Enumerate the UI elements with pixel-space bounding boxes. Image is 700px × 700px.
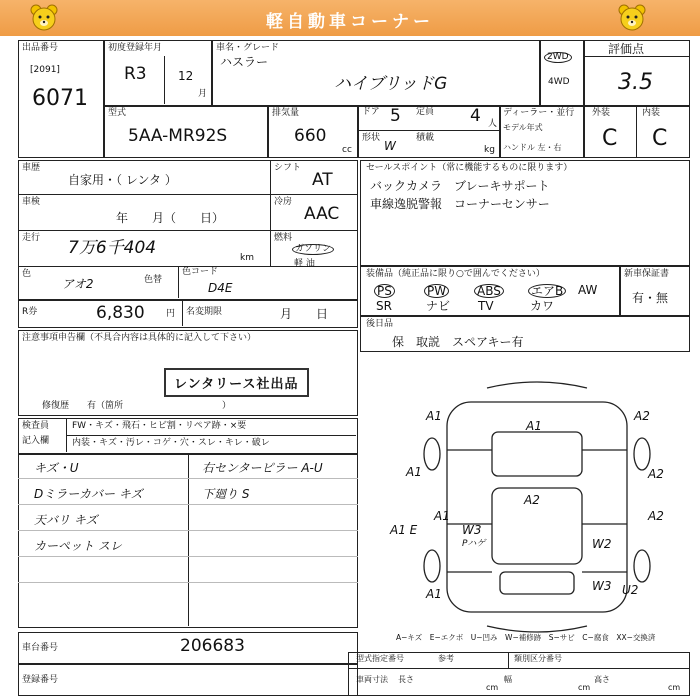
damage-legend: A−キズ E−エクボ U−凹み W−補修跡 S−サビ C−腐食 XX−交換済 — [396, 633, 656, 642]
name-change-value: 月 日 — [280, 307, 329, 321]
model-value: 5AA-MR92S — [128, 126, 228, 146]
reg-year: R3 — [124, 64, 147, 84]
notes-label: 注意事項申告欄（不具合内容は具体的に記入して下さい） — [22, 333, 257, 343]
mark-a1-rear: A1 — [426, 587, 442, 601]
bear-mascot-icon — [616, 2, 648, 34]
reg-month-unit: 月 — [198, 89, 208, 99]
mark-p-hage: Pハゲ — [462, 539, 486, 549]
warranty-value: 有・無 — [632, 291, 669, 305]
mark-a1-hood: A1 — [526, 419, 542, 433]
name-label: 車名・グレード — [216, 43, 280, 53]
door-value: 5 — [390, 106, 401, 126]
width-unit: cm — [578, 683, 591, 692]
equip-navi: ナビ — [426, 299, 451, 313]
width-label: 幅 — [504, 675, 512, 684]
load-label: 積載 — [416, 133, 435, 143]
inspector-row2: 内装・キズ・汚レ・コゲ・穴・スレ・キレ・破レ — [72, 438, 270, 448]
height-unit: cm — [668, 683, 681, 692]
cap-label: 定員 — [416, 107, 435, 117]
length-unit: cm — [486, 683, 499, 692]
car-grade: ハイブリッドG — [334, 74, 448, 94]
lot-sub: [2091] — [30, 65, 60, 75]
sales-point-1: バックカメラ ブレーキサポート — [370, 179, 550, 193]
lot-number: 6071 — [32, 86, 88, 111]
car-name: ハスラー — [220, 55, 269, 69]
size-label: 車両寸法 — [356, 675, 388, 684]
ext-grade: C — [602, 126, 618, 151]
door-label: ドア — [362, 107, 380, 117]
mark-w3-rear: W3 — [592, 579, 612, 593]
inspector-note-6: 下廻り S — [202, 487, 250, 501]
mileage-unit: km — [240, 253, 254, 263]
lot-label: 出品番号 — [22, 43, 59, 53]
rental-stamp: レンタリース社出品 — [164, 368, 309, 397]
equip-abs: ABS — [474, 284, 504, 298]
shift-label: シフト — [274, 163, 302, 173]
mark-w2: W2 — [592, 537, 612, 551]
mark-a1-fl: A1 — [426, 409, 442, 423]
fuel-label: 燃料 — [274, 233, 293, 243]
chassis-label: 車台番号 — [22, 643, 59, 653]
length-label: 長さ — [398, 675, 414, 684]
color-value: アオ2 — [62, 277, 94, 291]
reg-month: 12 — [178, 69, 194, 83]
mark-a1e: A1 E — [390, 523, 418, 537]
model-year-label: モデル年式 — [503, 123, 543, 132]
equip-ps: PS — [374, 284, 395, 298]
mark-w3: W3 — [462, 523, 482, 537]
drive-2wd: 2WD — [544, 52, 572, 63]
int-label: 内装 — [642, 108, 661, 118]
mark-a2-roof: A2 — [524, 493, 540, 507]
recycle-unit: 円 — [166, 309, 176, 319]
load-unit: kg — [484, 145, 495, 155]
mark-u2: U2 — [622, 583, 639, 597]
fuel-gasoline: ガソリン — [292, 244, 334, 255]
recycle-value: 6,830 — [96, 303, 145, 323]
mark-a2-right: A2 — [648, 467, 664, 481]
mileage-label: 走行 — [22, 233, 41, 243]
cap-value: 4 — [470, 106, 481, 126]
sales-label: セールスポイント（常に機能するものに限ります） — [366, 163, 573, 173]
mark-a2-fr: A2 — [634, 409, 650, 423]
inspector-label: 検査員 — [22, 421, 50, 431]
inspector-note-5: 右センターピラー A-U — [202, 461, 323, 475]
drive-4wd: 4WD — [548, 77, 570, 87]
inspector-note-2: Dミラーカバー キズ — [34, 487, 143, 501]
ac-label: 冷房 — [274, 197, 293, 207]
model-label: 型式 — [108, 108, 127, 118]
color-label: 色 — [22, 269, 32, 279]
equip-leather: カワ — [530, 299, 555, 313]
handle-label: ハンドル 左・右 — [503, 143, 562, 152]
equip-aw: AW — [578, 283, 598, 297]
equip-sr: SR — [376, 299, 392, 313]
registration-label: 登録番号 — [22, 675, 59, 685]
shape-value: W — [384, 139, 396, 153]
equip-airbag: エアB — [528, 284, 566, 298]
inspector-row1: FW・キズ・飛石・ヒビ割・リペア跡・×要 — [72, 421, 247, 431]
mark-a1-left: A1 — [406, 465, 422, 479]
sales-box — [360, 160, 690, 266]
category-label: 類別区分番号 — [514, 654, 562, 663]
inspector-note-3: 天バリ キズ — [34, 513, 98, 527]
color-code-label: 色コード — [182, 267, 219, 277]
warranty-label: 新車保証書 — [624, 269, 670, 279]
mark-a1-rl: A1 — [434, 509, 450, 523]
entry-label: 記入欄 — [22, 436, 50, 446]
repair-history: 修復歴 有（箇所 ） — [42, 401, 232, 411]
mileage-value: 7万6千404 — [68, 238, 157, 258]
header-title: 軽自動車コーナー — [266, 12, 434, 32]
ext-label: 外装 — [592, 108, 611, 118]
fuel-diesel: 軽 油 — [294, 259, 315, 269]
int-grade: C — [652, 126, 668, 151]
disp-unit: cc — [342, 145, 352, 155]
chassis-number: 206683 — [180, 636, 245, 656]
color-change-label: 色替 — [144, 275, 163, 285]
equip-tv: TV — [478, 299, 494, 313]
equip-label: 装備品（純正品に限り○で囲んでください） — [366, 269, 545, 279]
drive-box — [540, 40, 584, 106]
ac-value: AAC — [304, 204, 340, 224]
equip-pw: PW — [424, 284, 449, 298]
history-label: 車歴 — [22, 163, 41, 173]
header-bar — [0, 0, 700, 36]
registration-box — [18, 664, 358, 696]
later-label: 後日品 — [366, 319, 394, 329]
reg-label: 初度登録年月 — [108, 43, 163, 53]
disp-label: 排気量 — [272, 108, 300, 118]
disp-value: 660 — [294, 126, 327, 146]
history-value: 自家用・（ レンタ ） — [68, 173, 177, 187]
type-ref: 参考 — [438, 654, 454, 663]
inspection-label: 車検 — [22, 197, 41, 207]
shift-value: AT — [312, 170, 333, 190]
score-label: 評価点 — [608, 42, 645, 56]
inspector-note-4: カーペット スレ — [34, 539, 122, 553]
later-text: 保 取説 スペアキー有 — [392, 335, 524, 349]
recycle-label: R券 — [22, 307, 38, 317]
inspection-value: 年 月（ 日） — [116, 211, 225, 225]
dealer-label: ディーラー・並行 — [503, 108, 575, 118]
height-label: 高さ — [594, 675, 610, 684]
shape-label: 形状 — [362, 133, 381, 143]
type-cert-label: 型式指定番号 — [356, 654, 404, 663]
sales-point-2: 車線逸脱警報 コーナーセンサー — [370, 197, 550, 211]
inspector-note-1: キズ・U — [34, 461, 79, 475]
score-value: 3.5 — [618, 70, 653, 95]
cap-unit: 人 — [488, 119, 498, 129]
name-change-label: 名変期限 — [186, 307, 223, 317]
mark-a2-rr: A2 — [648, 509, 664, 523]
auction-sheet — [18, 40, 690, 696]
color-code-value: D4E — [208, 281, 233, 295]
